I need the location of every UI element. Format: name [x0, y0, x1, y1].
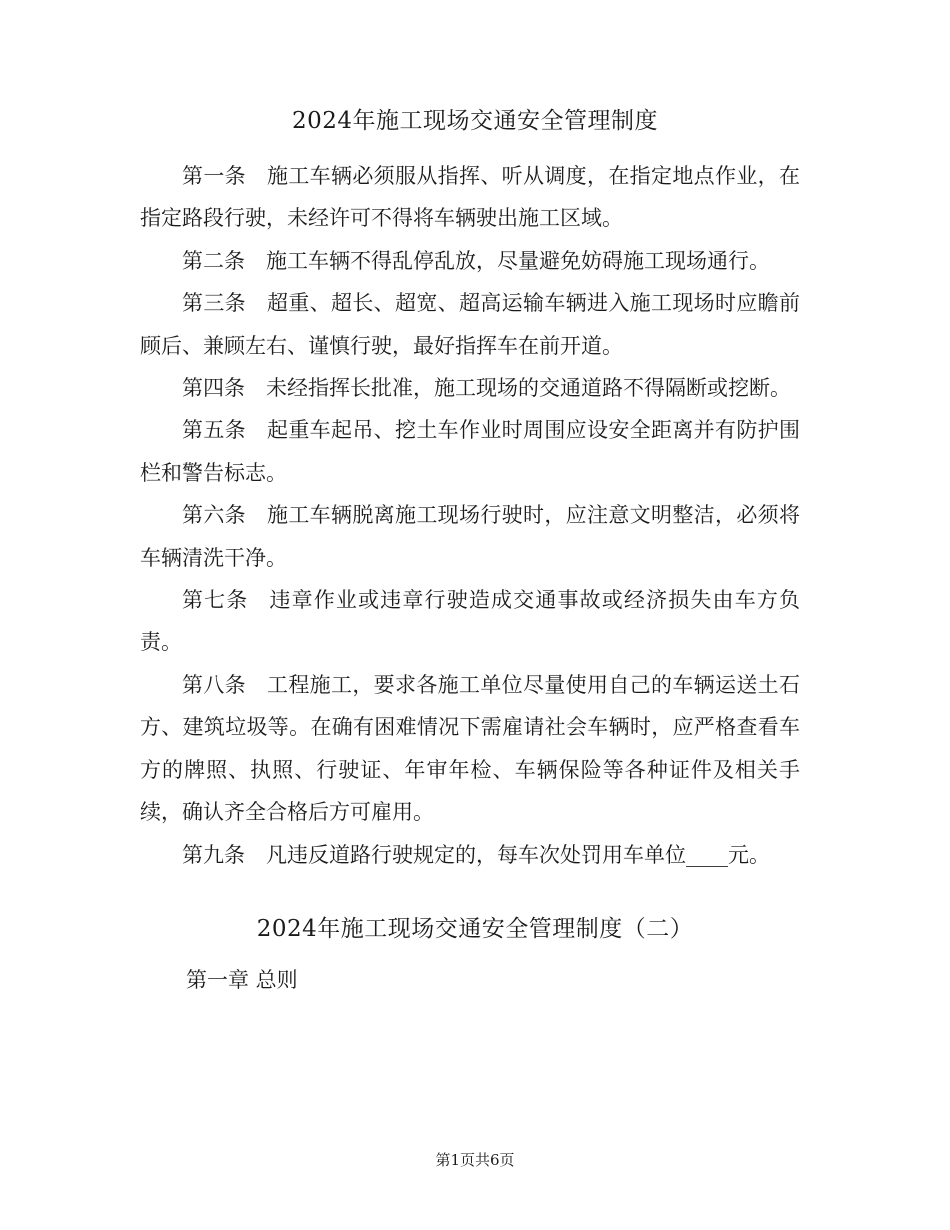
article-8 [140, 664, 800, 834]
article-number: 第一条 [182, 164, 246, 188]
article-number: 第七条 [182, 588, 249, 613]
article-number: 第四条 [182, 376, 245, 401]
article-text: 凡违反道路行驶规定的，每车次处罚用车单位____元。 [266, 842, 770, 867]
article-text: 工程施工，要求各施工单位尽量使用自己的车辆运送土石方、建筑垃圾等。在确有困难情况下需雇请社会车辆时，应严格查看车方的牌照、执照、行驶证、年审年检、车辆保险等各种证件及相关手续，确认齐全合格后方可雇用。 [140, 672, 800, 825]
second-document-title: 2024年施工现场交通安全管理制度（二） [256, 916, 694, 942]
article-7 [140, 579, 800, 664]
article-text: 施工车辆脱离施工现场行驶时，应注意文明整洁，必须将车辆清洗干净。 [140, 503, 800, 570]
article-number: 第三条 [182, 291, 246, 316]
article-1 [140, 155, 800, 240]
chapter-heading: 第一章 总则 [186, 968, 298, 992]
article-number: 第九条 [182, 842, 245, 867]
article-text: 施工车辆不得乱停乱放，尽量避免妨碍施工现场通行。 [266, 248, 770, 273]
document-title: 2024年施工现场交通安全管理制度 [291, 108, 659, 134]
page-number: 第1页共6页 [435, 1151, 515, 1169]
article-3 [140, 282, 800, 367]
article-text: 超重、超长、超宽、超高运输车辆进入施工现场时应瞻前顾后、兼顾左右、谨慎行驶，最好指挥车在前开道。 [140, 291, 800, 358]
article-number: 第八条 [182, 672, 246, 697]
article-list [140, 155, 800, 876]
article-2 [140, 240, 800, 282]
article-5 [140, 409, 800, 494]
article-text: 未经指挥长批准，施工现场的交通道路不得隔断或挖断。 [266, 376, 791, 401]
article-text: 施工车辆必须服从指挥、听从调度，在指定地点作业，在指定路段行驶，未经许可不得将车辆驶出施工区域。 [140, 164, 800, 231]
article-text: 起重车起吊、挖土车作业时周围应设安全距离并有防护围栏和警告标志。 [140, 418, 800, 485]
article-4 [140, 367, 800, 409]
article-6 [140, 494, 800, 579]
article-9 [140, 834, 800, 876]
article-number: 第二条 [182, 248, 245, 273]
article-number: 第六条 [182, 503, 246, 528]
article-text: 违章作业或违章行驶造成交通事故或经济损失由车方负责。 [140, 588, 801, 655]
article-number: 第五条 [182, 418, 246, 443]
